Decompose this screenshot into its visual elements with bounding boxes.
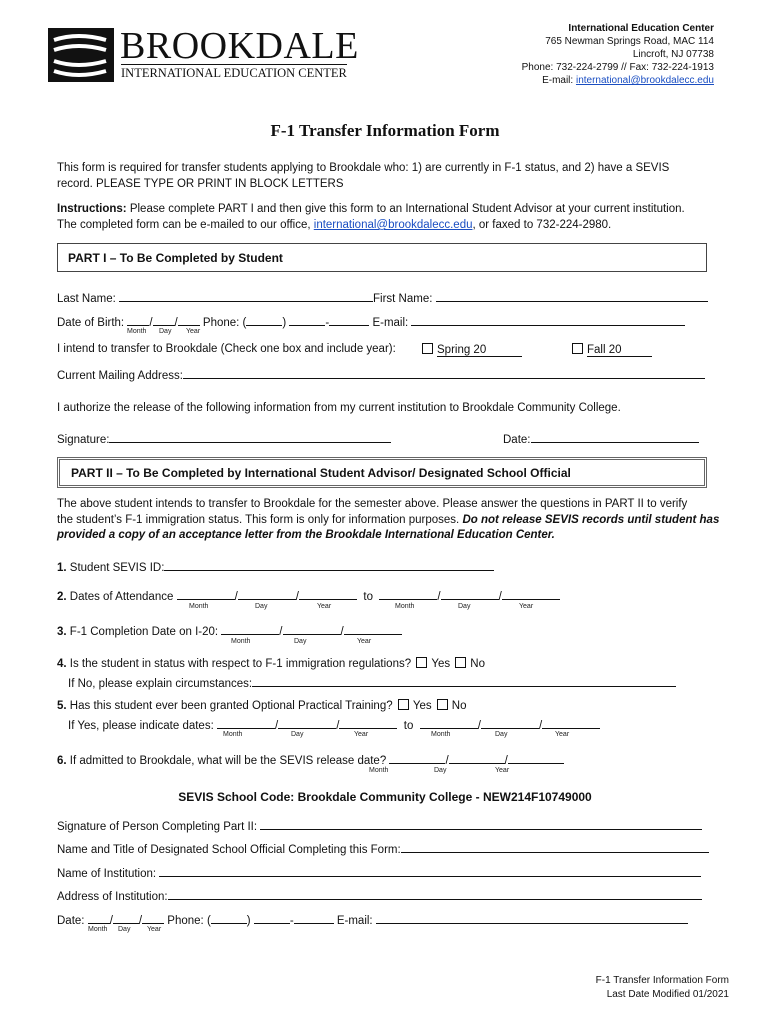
q2-row: 2. Dates of Attendance / / to / / [57, 587, 560, 603]
attend-end-year[interactable] [502, 587, 560, 600]
q5-to: to [403, 720, 414, 732]
contact-row: Date: / / Phone: ( ) - E-mail: [57, 911, 688, 927]
q6-row: 6. If admitted to Brookdale, what will be the SEVIS release date? / / [57, 751, 564, 767]
contact-email-field[interactable] [376, 911, 688, 924]
office-address-line1: 765 Newman Springs Road, MAC 114 [545, 36, 714, 47]
q5-year-hint: Year [354, 731, 369, 738]
page-title: F-1 Transfer Information Form [270, 121, 500, 140]
contact-email-label: E-mail: [333, 915, 373, 927]
logo-subtitle: INTERNATIONAL EDUCATION CENTER [121, 66, 347, 80]
instructions-fax: , or faxed to 732-224-2980. [472, 219, 612, 231]
institution-row [57, 864, 701, 880]
release-year[interactable] [508, 751, 564, 764]
q3-label: F-1 Completion Date on I-20: [69, 626, 219, 638]
office-address-line2: Lincroft, NJ 07738 [632, 49, 714, 60]
intend-label: I intend to transfer to Brookdale (Check one box and include year): [57, 343, 396, 355]
q5-month-hint: Month [223, 731, 243, 738]
instructions-line-2 [57, 219, 611, 231]
contact-phone-area[interactable] [211, 911, 247, 924]
attend-end-day[interactable] [441, 587, 499, 600]
q4-yes-label: Yes [431, 658, 451, 670]
opt-end-year[interactable] [542, 716, 600, 729]
dob-month-field[interactable] [127, 313, 149, 326]
sig-person-row [57, 817, 702, 833]
spring-label: Spring 20 [437, 344, 522, 357]
attend-start-day[interactable] [238, 587, 296, 600]
footer [596, 974, 729, 1002]
email-field[interactable] [411, 313, 685, 326]
contact-day-hint: Day [118, 926, 131, 933]
office-email-link[interactable]: international@brookdalecc.edu [575, 75, 714, 86]
office-email-label: E-mail: [542, 75, 576, 86]
authorize-text: I authorize the release of the following information from my current institution to Brookdale Community College. [57, 402, 621, 414]
part2-warning-2: provided a copy of an acceptance letter from the Brookdale International Education Center. [57, 529, 555, 541]
office-phone: Phone: 732-224-2799 // Fax: 732-224-1913 [521, 62, 714, 73]
q5-dates-label: If Yes, please indicate dates: [68, 720, 214, 732]
fall-option[interactable] [570, 343, 652, 356]
footer-form-name: F-1 Transfer Information Form [595, 975, 729, 986]
part2-para-1: The above student intends to transfer to Brookdale for the semester above. Please answer the questions in PART II to verify [57, 498, 688, 510]
signature-row [57, 430, 391, 446]
q4-explain-row [68, 674, 676, 690]
q2-to: to [363, 591, 373, 603]
q4-number: 4. [57, 658, 67, 670]
institution-label: Name of Institution: [57, 868, 157, 880]
last-name-field[interactable] [119, 289, 373, 302]
q5-label: Has this student ever been granted Optional Practical Training? [69, 700, 393, 712]
q5-row [57, 699, 467, 712]
opt-end-month[interactable] [420, 716, 478, 729]
q2-month-hint-2: Month [395, 603, 415, 610]
dob-year-hint: Year [186, 328, 201, 335]
q2-year-hint: Year [317, 603, 332, 610]
q1-label: Student SEVIS ID: [69, 562, 165, 574]
q5-year-hint-2: Year [555, 731, 570, 738]
opt-start-year[interactable] [339, 716, 397, 729]
q4-label: Is the student in status with respect to F-1 immigration regulations? [69, 658, 412, 670]
q1-number: 1. [57, 562, 67, 574]
q2-year-hint-2: Year [519, 603, 534, 610]
phone-line-field[interactable] [329, 313, 369, 326]
sig-person-field[interactable] [260, 817, 702, 830]
spring-option[interactable] [420, 343, 522, 356]
contact-phone-line[interactable] [294, 911, 334, 924]
mailing-row [57, 366, 705, 382]
contact-month-hint: Month [88, 926, 108, 933]
contact-year[interactable] [142, 911, 164, 924]
q2-number: 2. [57, 591, 67, 603]
brookdale-logo [48, 26, 358, 86]
dob-label: Date of Birth: [57, 317, 128, 329]
contact-day[interactable] [113, 911, 139, 924]
date-row [503, 430, 699, 446]
part1-header [57, 243, 707, 272]
release-month[interactable] [389, 751, 445, 764]
contact-phone-prefix[interactable] [254, 911, 290, 924]
q2-month-hint: Month [189, 603, 209, 610]
footer-modified: Last Date Modified 01/2021 [606, 989, 729, 1000]
intro-line-2: record. PLEASE TYPE OR PRINT IN BLOCK LETTERS [57, 178, 344, 190]
q6-label: If admitted to Brookdale, what will be the SEVIS release date? [69, 755, 387, 767]
q3-month-hint: Month [231, 638, 251, 645]
address-field[interactable] [168, 887, 702, 900]
q6-number: 6. [57, 755, 67, 767]
part2-warning: Do not release SEVIS records until student has [462, 514, 720, 526]
q5-number: 5. [57, 700, 67, 712]
opt-start-month[interactable] [217, 716, 275, 729]
contact-month[interactable] [88, 911, 110, 924]
q3-year-hint: Year [357, 638, 372, 645]
dob-day-hint: Day [159, 328, 172, 335]
dob-day-field[interactable] [153, 313, 175, 326]
q5-month-hint-2: Month [431, 731, 451, 738]
q5-yes-checkbox[interactable] [398, 699, 409, 710]
instructions-text: Please complete PART I and then give this form to an International Student Advisor at your current institution. [126, 203, 685, 215]
completion-month[interactable] [221, 622, 279, 635]
part2-para-2-text: the student’s F-1 immigration status. This form is only for information purposes. [57, 514, 463, 526]
q4-row [57, 657, 485, 670]
q3-row: 3. F-1 Completion Date on I-20: / / [57, 622, 402, 638]
phone-prefix-field[interactable] [289, 313, 325, 326]
q5-day-hint-2: Day [495, 731, 508, 738]
q5-dates-row: If Yes, please indicate dates: / / to / / [68, 716, 600, 732]
completion-year[interactable] [344, 622, 402, 635]
address-label: Address of Institution: [57, 891, 168, 903]
logo-name: BROOKDALE [120, 25, 359, 67]
last-name-label: Last Name: [57, 293, 119, 305]
sevis-id-field[interactable] [164, 558, 494, 571]
q4-explain-label: If No, please explain circumstances: [68, 678, 253, 690]
contact-date-label: Date: [57, 915, 85, 927]
opt-start-day[interactable] [278, 716, 336, 729]
opt-end-day[interactable] [481, 716, 539, 729]
first-name-field[interactable] [436, 289, 708, 302]
fall-label: Fall 20 [587, 344, 652, 357]
address-row [57, 887, 702, 903]
q5-yes-label: Yes [412, 700, 432, 712]
q6-year-hint: Year [495, 767, 510, 774]
part2-para-2 [57, 514, 719, 526]
phone-area-field[interactable] [246, 313, 282, 326]
q4-yes-checkbox[interactable] [416, 657, 427, 668]
release-day[interactable] [449, 751, 505, 764]
instructions-text-2: The completed form can be e-mailed to our office, [57, 219, 314, 231]
signature-label: Signature: [57, 434, 110, 446]
institution-field[interactable] [159, 864, 701, 877]
dob-month-hint: Month [127, 328, 147, 335]
phone-label: Phone: ( [199, 317, 247, 329]
q2-label: Dates of Attendance [69, 591, 174, 603]
date-field[interactable] [531, 430, 699, 443]
attend-end-month[interactable] [379, 587, 437, 600]
part2-header [57, 457, 707, 488]
q5-day-hint: Day [291, 731, 304, 738]
name-title-label: Name and Title of Designated School Official Completing this Form: [57, 844, 401, 856]
q4-no-checkbox[interactable] [455, 657, 466, 668]
spring-checkbox[interactable] [422, 343, 433, 354]
q4-no-label: No [470, 658, 485, 670]
q6-day-hint: Day [434, 767, 447, 774]
part2-para-3 [57, 529, 555, 541]
sig-person-label: Signature of Person Completing Part II: [57, 821, 258, 833]
fall-checkbox[interactable] [572, 343, 583, 354]
contact-phone-label: Phone: ( [164, 915, 211, 927]
name-title-field[interactable] [401, 840, 709, 853]
office-name: International Education Center [568, 23, 714, 34]
q2-day-hint: Day [255, 603, 268, 610]
instructions-email-link[interactable]: international@brookdalecc.edu [313, 219, 473, 231]
q3-number: 3. [57, 626, 67, 638]
attend-start-year[interactable] [299, 587, 357, 600]
q4-explain-field[interactable] [252, 674, 676, 687]
email-label: E-mail: [369, 317, 412, 329]
attend-start-month[interactable] [177, 587, 235, 600]
part2-heading: PART II – To Be Completed by International Student Advisor/ Designated School Official [71, 466, 571, 480]
instructions-label: Instructions: [57, 203, 127, 215]
q6-month-hint: Month [369, 767, 389, 774]
q3-day-hint: Day [294, 638, 307, 645]
instructions-line-1 [57, 203, 685, 215]
contact-year-hint: Year [147, 926, 162, 933]
name-title-row [57, 840, 709, 856]
q5-no-checkbox[interactable] [437, 699, 448, 710]
q5-no-label: No [451, 700, 467, 712]
q1-row [57, 558, 494, 574]
mailing-field[interactable] [183, 366, 705, 379]
dob-year-field[interactable] [178, 313, 200, 326]
dob-row: Date of Birth: / / Phone: ( ) - E-mail: [57, 313, 685, 329]
school-code: SEVIS School Code: Brookdale Community College - NEW214F10749000 [178, 790, 592, 804]
mailing-label: Current Mailing Address: [57, 370, 183, 382]
office-address [522, 22, 714, 87]
brookdale-emblem-icon [48, 28, 114, 82]
name-row [57, 289, 708, 305]
signature-field[interactable] [109, 430, 391, 443]
first-name-label: First Name: [373, 293, 436, 305]
part1-heading: PART I – To Be Completed by Student [68, 251, 283, 265]
date-label: Date: [503, 434, 531, 446]
completion-day[interactable] [283, 622, 341, 635]
q2-day-hint-2: Day [458, 603, 471, 610]
intro-line-1: This form is required for transfer students applying to Brookdale who: 1) are currently in F-1 status, and 2) have a SEVIS [57, 162, 670, 174]
